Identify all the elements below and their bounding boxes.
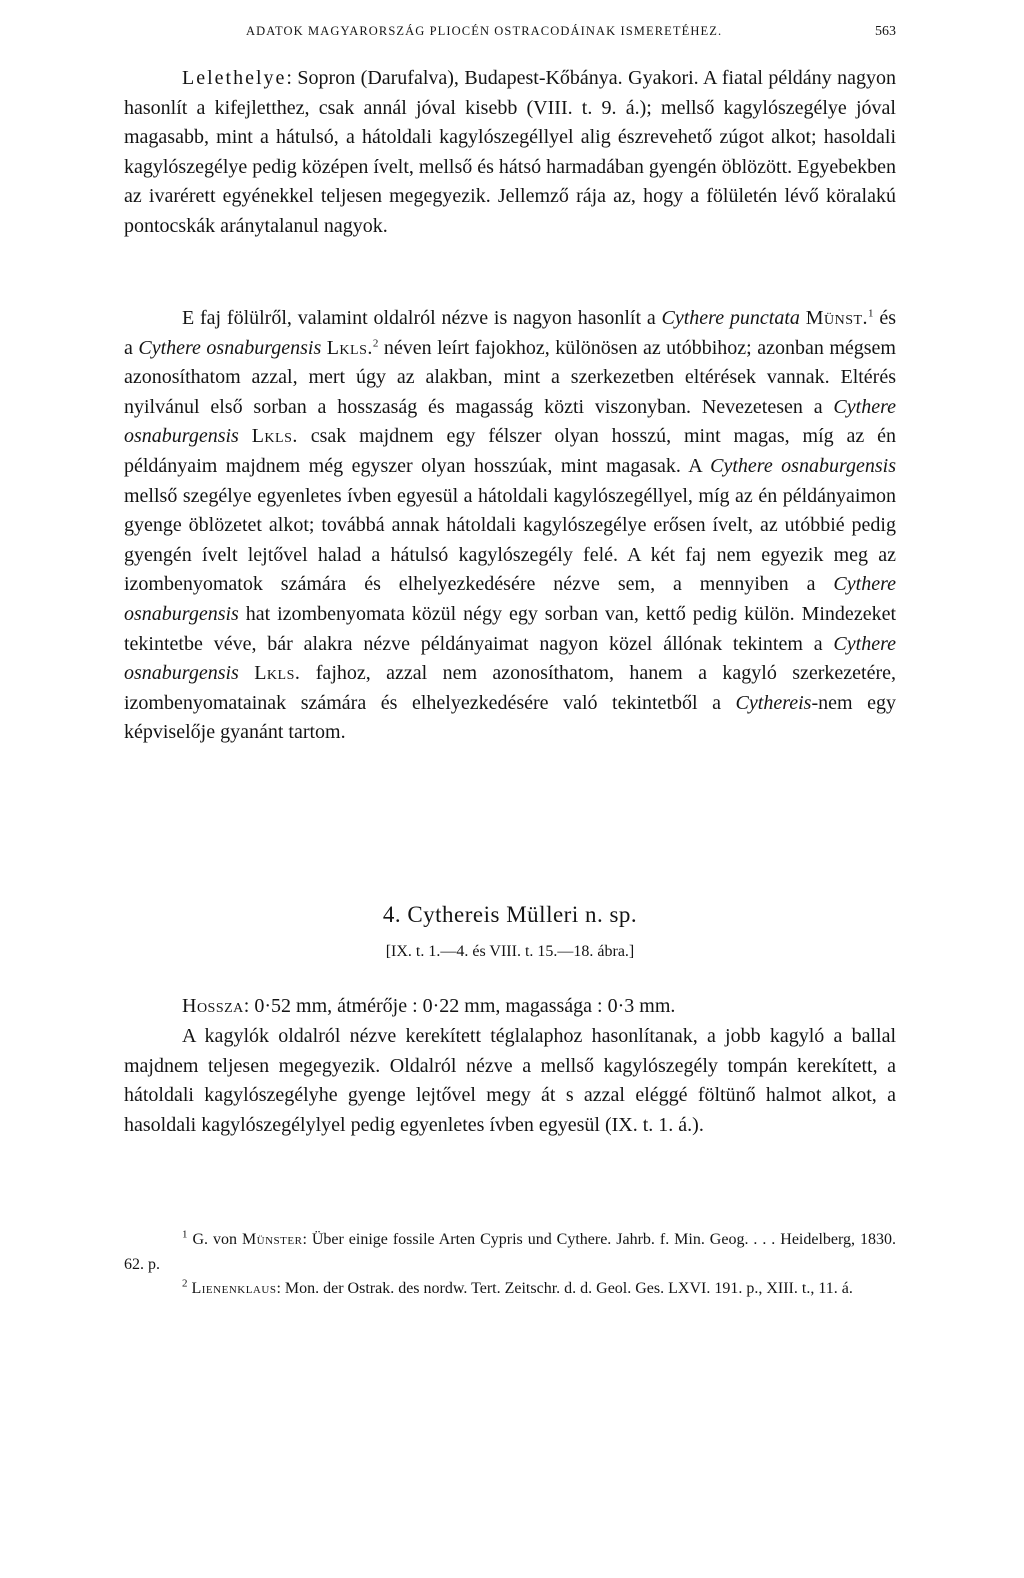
text-run: és a — [124, 307, 897, 359]
locality-label: Lelethelye — [182, 67, 287, 89]
author-name: Münst. — [805, 307, 869, 329]
measure-label: Hossza — [182, 995, 244, 1017]
species-name: Cythere osnaburgensis — [710, 454, 896, 477]
description-text: A kagylók oldalról nézve kerekített téglalaphoz hasonlítanak, a jobb kagyló a ballal majdnem teljesen megegyezik. Oldalról nézve a mellső kagylószegély tompán kerekített, a hátoldali kagylószegélyhe gyenge lejtővel megy át s azzal eléggé föltünő halmot alkot, a hasoldali kagylószegélylyel pedig egyenletes ívben egyesül (IX. t. 1. á.). — [124, 1025, 896, 1136]
text-run: fajhoz, azzal nem azonosíthatom, hanem a kagyló szerkezetére, izombenyomatainak számára és elhelyezkedésére való tekintetből a — [124, 662, 897, 714]
page-number: 563 — [875, 24, 896, 39]
species-name: Cythere osnaburgensis — [124, 573, 896, 625]
paragraph-comparison — [124, 304, 896, 748]
text-run: néven leírt fajokhoz, különösen az utóbbihoz; azonban mégsem azonosíthatom azzal, mert úgy az alakban, mint a szerkezetben eltérések vannak. Eltérés nyilvánul első sorban a hosszaság és magasság közti viszonyban. Nevezetesen a — [124, 336, 896, 418]
footnotes — [124, 1228, 896, 1302]
footnote-ref: 2 — [372, 336, 379, 349]
running-title: ADATOK MAGYARORSZÁG PLIOCÉN OSTRACODÁINAK ISMERETÉHEZ. — [246, 24, 723, 38]
author-name: Lkls. — [251, 425, 298, 448]
species-name: Cythere osnaburgensis — [138, 336, 322, 359]
text-run: -nem egy képviselője gyanánt tartom. — [124, 691, 896, 744]
section-heading: 4. Cythereis Mülleri n. sp. — [382, 902, 638, 927]
locality-text: : Sopron (Darufalva), Budapest-Kőbánya. Gyakori. A fiatal példány nagyon hasonlít a kifejletthez, csak annál jóval kisebb (VIII. t. 9. á.); mellső kagylószegélye jóval magasabb, mint a hátulsó, a hátoldali kagylószegéllyel alig észrevehető zúgot alkot; hasoldali kagylószegélye pedig középen ívelt, mellső és hátsó harmadában gyengén öblözött. Egyebekben az ivarérett egyénekkel teljesen megegyezik. Jellemző rája az, hogy a fölületén lévő köralakú pontocskák aránytalanul nagyok. — [124, 67, 896, 237]
footnote-prefix: G. von — [192, 1231, 242, 1248]
text-run: csak majdnem egy félszer olyan hosszú, mint magas, míg az én példányaim majdnem még egyszer olyan hosszúak, mint magasak. A — [124, 425, 896, 477]
paragraph-description — [124, 1022, 896, 1140]
measure-text: : 0·52 mm, átmérője : 0·22 mm, magassága : 0·3 mm. — [243, 995, 676, 1017]
author-name: Lkls. — [254, 662, 301, 685]
footnote-ref: 1 — [868, 307, 874, 320]
genus-name: Cythereis — [735, 691, 812, 714]
figure-reference: [IX. t. 1.—4. és VIII. t. 15.—18. ábra.] — [385, 943, 635, 960]
footnote-author: Lienenklaus — [191, 1280, 277, 1297]
footnote-text: : Mon. der Ostrak. des nordw. Tert. Zeitschr. d. d. Geol. Ges. LXVI. 191. p., XIII. t., 11. á. — [276, 1280, 853, 1297]
footnote-text: : Über einige fossile Arten Cypris und Cythere. Jahrb. f. Min. Geog. . . . Heidelberg, 1830. 62. p. — [124, 1231, 897, 1273]
species-name: Cythere osnaburgensis — [124, 632, 896, 685]
footnote-mark: 1 — [182, 1228, 188, 1241]
text-run: E faj fölülről, valamint oldalról nézve is nagyon hasonlít a — [182, 307, 662, 329]
text-run: hat izombenyomata közül négy egy sorban van, kettő pedig külön. Mindezeket tekintetbe véve, bár alakra nézve példányaimat nagyon közel állónak tekintem a — [124, 602, 896, 655]
species-name: Cythere punctata — [661, 307, 800, 329]
footnote-2 — [124, 1277, 896, 1302]
paragraph-locality — [124, 64, 896, 242]
paragraph-measurements — [124, 992, 896, 1022]
footnote-mark: 2 — [182, 1277, 188, 1290]
species-name: Cythere osnaburgensis — [124, 395, 896, 448]
footnote-author: Münster — [241, 1231, 303, 1248]
footnote-1 — [124, 1228, 896, 1277]
author-name: Lkls. — [326, 336, 373, 359]
text-run: mellső szegélye egyenletes ívben egyesül a hátoldali kagylószegéllyel, míg az én példányaimon gyenge öblözetet alkot; továbbá annak hátoldali kagylószegélye erősen ívelt, az utóbbié pedig gyengén ívelt lejtővel halad a hátulsó kagylószegély felé. A két faj nem egyezik meg az izombenyomatok számára és elhelyezkedésére nézve sem, a mennyiben a — [124, 484, 896, 596]
running-header — [124, 24, 896, 44]
